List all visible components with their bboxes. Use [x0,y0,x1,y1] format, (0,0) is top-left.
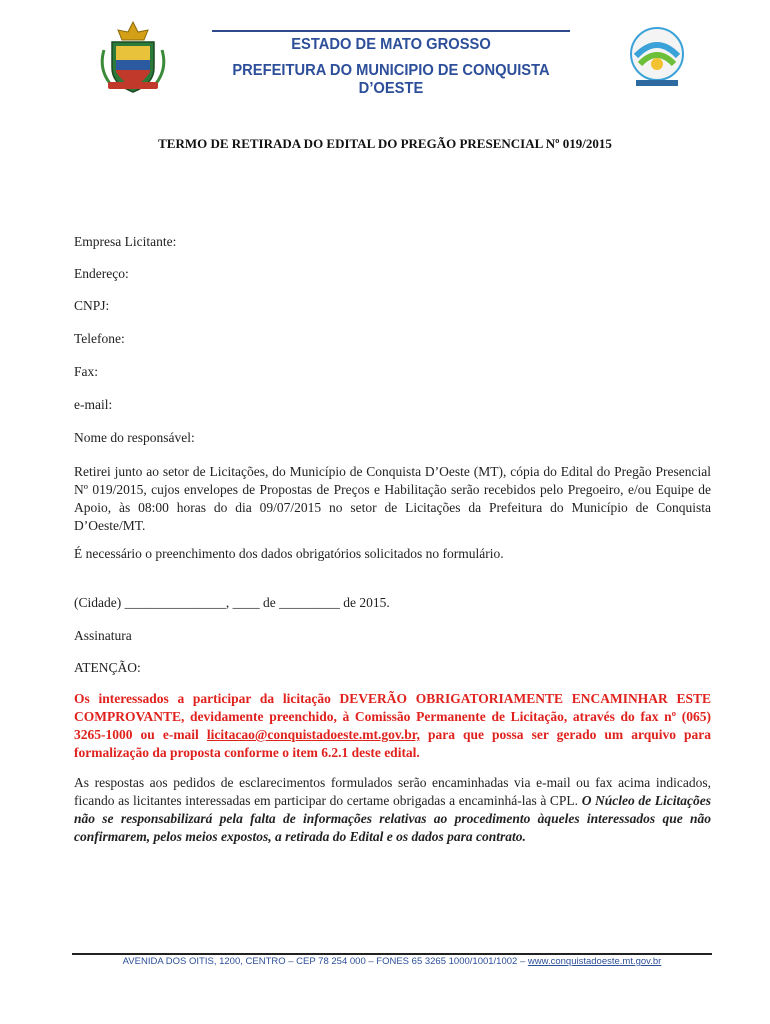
warning-email-link[interactable]: licitacao@conquistadoeste.mt.gov.br, [206,727,420,742]
field-cnpj: CNPJ: [74,298,110,313]
field-empresa: Empresa Licitante: [74,234,177,249]
field-fax: Fax: [74,364,99,379]
document-title: TERMO DE RETIRADA DO EDITAL DO PREGÃO PRESENCIAL Nº 019/2015 [158,136,612,151]
footer-rule [72,953,712,955]
municipal-crest-icon [98,20,168,96]
atencao-label: ATENÇÃO: [74,660,141,675]
warning-paragraph [74,690,711,762]
warning-text-2: para que possa ser gerado um arquivo para formalização da proposta conforme o item 6.2.1 deste edital. [74,727,711,760]
footer-address-text: AVENIDA DOS OITIS, 1200, CENTRO – CEP 78 254 000 – FONES 65 3265 1000/1001/1002 – [122,956,528,967]
city-logo-icon [628,26,686,88]
notice-text-2: O Núcleo de Licitações não se responsabilizará pela falta de informações relativas ao procedimento àqueles interessados que não confirmarem, pelos meios expostos, a retirada do Edital e os dados para contrato. [74,793,711,844]
header-rule [212,30,570,32]
cidade-date-line: (Cidade) _______________, ____ de _________ de 2015. [74,595,390,610]
notice-paragraph [74,774,711,846]
warning-text-1: Os interessados a participar da licitação DEVERÃO OBRIGATORIAMENTE ENCAMINHAR ESTE COMPROVANTE, devidamente preenchido, à Comissão Permanente de Licitação, através do fax nº (065) 3265-1000 ou e-mail [74,691,711,742]
field-email: e-mail: [74,397,113,412]
footer-address [72,956,712,967]
state-title: ESTADO DE MATO GROSSO [291,36,491,53]
field-endereco: Endereço: [74,266,129,281]
notice-text-1: As respostas aos pedidos de esclarecimentos formulados serão encaminhadas via e-mail ou fax acima indicados, ficando as licitantes interessadas em participar do certame obrigadas a encaminhá-las à CPL. [74,775,711,808]
footer-website-link[interactable]: www.conquistadoeste.mt.gov.br [527,956,662,967]
letterhead [0,0,770,110]
prefeitura-title: PREFEITURA DO MUNICIPIO DE CONQUISTA D’OESTE [232,62,550,97]
necessario-paragraph: É necessário o preenchimento dos dados obrigatórios solicitados no formulário. [74,546,504,561]
field-telefone: Telefone: [74,331,125,346]
field-responsavel: Nome do responsável: [74,430,195,445]
assinatura-label: Assinatura [74,628,132,643]
retirei-paragraph: Retirei junto ao setor de Licitações, do Município de Conquista D’Oeste (MT), cópia do Edital do Pregão Presencial Nº 019/2015, cujos envelopes de Propostas de Preços e Habilitação serão recebidos pelo Pregoeiro, e/ou Equipe de Apoio, às 08:00 horas do dia 09/07/2015 no setor de Licitações da Prefeitura do Município de Conquista D’Oeste/MT. [74,464,711,533]
